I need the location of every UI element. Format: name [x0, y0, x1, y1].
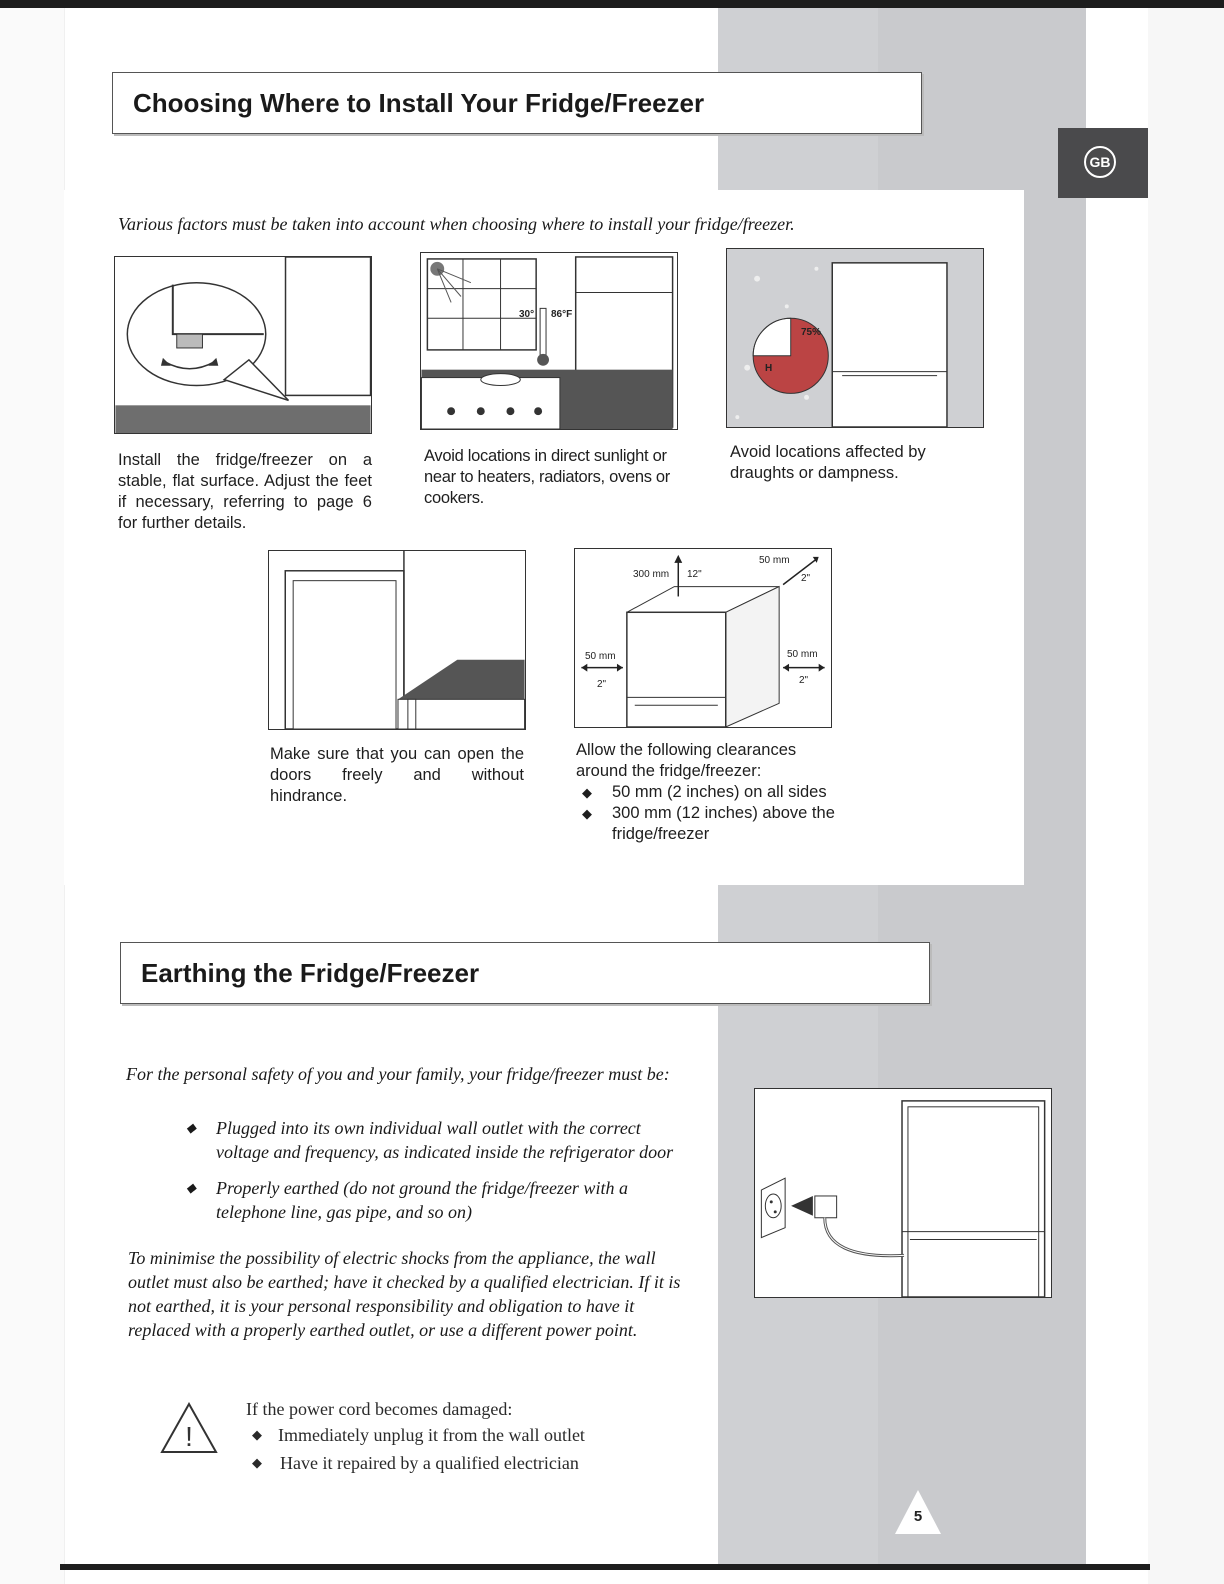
caption-flat-surface: Install the fridge/freezer on a stable, flat surface. Adjust the feet if necessary, referring to page 6 for further details.: [118, 451, 372, 532]
figure-door-clearance: [268, 550, 526, 730]
figure-dampness: [726, 248, 984, 428]
warning-text: [246, 1396, 666, 1476]
top-clearance-mm: 300 mm: [633, 569, 670, 580]
clearance-list: [576, 782, 836, 845]
figure-heat-sources: [420, 252, 678, 430]
left-clearance-mm: 50 mm: [585, 651, 616, 662]
warning-icon: [160, 1402, 218, 1454]
clearance-text: [576, 740, 836, 845]
bottom-border: [60, 1564, 1150, 1570]
caption-door-clearance: Make sure that you can open the doors freely and without hindrance.: [270, 745, 524, 805]
top-clearance-in: 12": [687, 569, 702, 580]
humidity-label: 75%: [801, 327, 822, 338]
requirement-item: ◆ Properly earthed (do not ground the fridge/freezer with a telephone line, gas pipe, and so on): [186, 1178, 628, 1222]
language-badge: GB: [1084, 146, 1116, 178]
bullet-diamond-icon: ◆: [186, 1180, 196, 1195]
bullet-diamond-icon: ◆: [252, 1427, 262, 1442]
top-border: [0, 0, 1224, 8]
bullet-diamond-icon: ◆: [252, 1455, 262, 1470]
clearance-intro: Allow the following clearances around the fridge/freezer:: [576, 741, 797, 780]
dampness-illustration: [727, 249, 983, 427]
svg-text:!: !: [185, 1421, 193, 1452]
caption-heat-sources: Avoid locations in direct sunlight or near to heaters, radiators, ovens or cookers.: [424, 447, 671, 507]
page-number-badge: [893, 1488, 943, 1536]
rear-clearance-in: 2": [801, 573, 811, 584]
right-clearance-mm: 50 mm: [787, 649, 818, 660]
wall-outlet-illustration: [755, 1089, 1051, 1297]
warning-item: ◆ Immediately unplug it from the wall outlet: [246, 1422, 666, 1448]
clearance-item: ◆ 300 mm (12 inches) above the fridge/freezer: [582, 804, 835, 843]
page-right-edge: [1148, 0, 1224, 1584]
warning-list: [246, 1422, 666, 1476]
earthing-intro: For the personal safety of you and your family, your fridge/freezer must be:: [126, 1064, 670, 1084]
warning-item: ◆ Have it repaired by a qualified electrician: [246, 1450, 666, 1476]
section-title-install: Choosing Where to Install Your Fridge/Freezer: [112, 72, 922, 134]
figure-clearances: [574, 548, 832, 728]
figure-wall-outlet: [754, 1088, 1052, 1298]
right-clearance-in: 2": [799, 675, 809, 686]
caption-dampness: Avoid locations affected by draughts or dampness.: [730, 443, 926, 482]
bullet-diamond-icon: ◆: [582, 785, 592, 800]
warning-title: If the power cord becomes damaged:: [246, 1399, 513, 1419]
install-intro: Various factors must be taken into account when choosing where to install your fridge/freezer.: [118, 214, 795, 234]
temp-low-label: 30°: [519, 309, 535, 320]
page-left-edge: [0, 0, 65, 1584]
rear-clearance-mm: 50 mm: [759, 555, 790, 566]
door-clearance-illustration: [269, 551, 525, 729]
section-title-earthing: Earthing the Fridge/Freezer: [120, 942, 930, 1004]
page-number: 5: [913, 1508, 923, 1525]
figure-flat-surface: [114, 256, 372, 434]
clearances-illustration: [575, 549, 831, 727]
bullet-diamond-icon: ◆: [186, 1120, 196, 1135]
earthing-requirements: [180, 1116, 680, 1224]
heat-sources-illustration: [421, 253, 677, 429]
requirement-item: ◆ Plugged into its own individual wall outlet with the correct voltage and frequency, as indicated inside the refrigerator door: [186, 1118, 674, 1162]
flat-surface-illustration: [115, 257, 371, 433]
earthing-paragraph: To minimise the possibility of electric shocks from the appliance, the wall outlet must also be earthed; have it checked by a qualified electrician. If it is not earthed, it is your personal responsibility and obligation to have it replaced with a properly earthed outlet, or use a different power point.: [128, 1248, 681, 1340]
humidity-h-label: H: [765, 363, 773, 374]
bullet-diamond-icon: ◆: [582, 806, 592, 821]
temp-high-label: 86°F: [551, 309, 573, 320]
clearance-item: ◆ 50 mm (2 inches) on all sides: [582, 783, 827, 801]
left-clearance-in: 2": [597, 679, 607, 690]
